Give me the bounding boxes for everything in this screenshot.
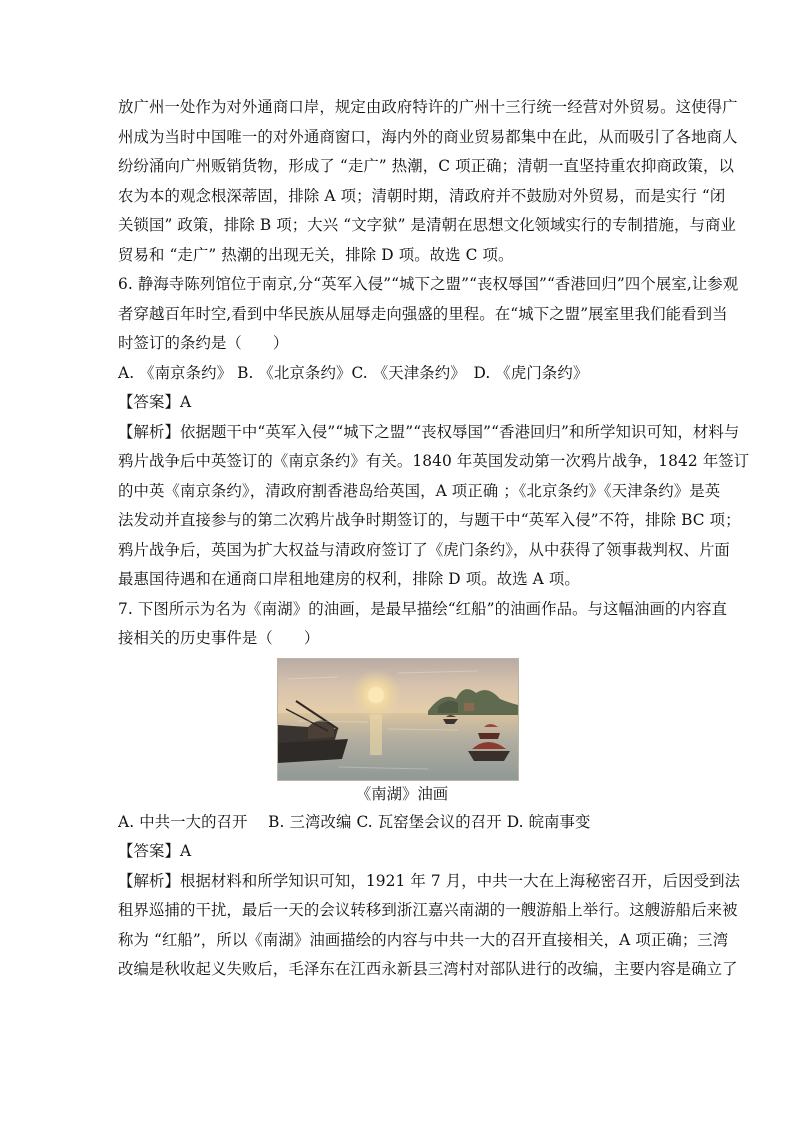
figure-caption: 《南湖》油画 xyxy=(355,784,449,803)
text-line: 贸易和 “走广” 热潮的出现无关，排除 D 项。故选 C 项。 xyxy=(118,245,514,264)
question-6-analysis: 法发动并直接参与的第二次鸦片战争时期签订的，与题干中“英军入侵”不符，排除 BC 项； xyxy=(118,511,741,529)
text-line: 关锁国” 政策，排除 B 项；大兴 “文字狱” 是清朝在思想文化领域实行的专制措施，与商业 xyxy=(118,216,736,234)
question-6-stem: 6. 静海寺陈列馆位于南京,分“英军入侵”“城下之盟”“丧权辱国”“香港回归”四个展室,让参观 xyxy=(118,275,739,293)
question-7-analysis: 称为 “红船”，所以《南湖》油画描绘的内容与中共一大的召开直接相关，A 项正确；三湾 xyxy=(118,930,729,949)
question-7-analysis: 【解析】根据材料和所学知识可知，1921 年 7 月，中共一大在上海秘密召开，后因受到法 xyxy=(118,871,741,890)
question-7-stem: 7. 下图所示为名为《南湖》的油画，是最早描绘“红船”的油画作品。与这幅油画的内容直 xyxy=(118,599,727,618)
question-6-analysis: 鸦片战争后中英签订的《南京条约》有关。1840 年英国发动第一次鸦片战争，1842 年签订 xyxy=(118,452,750,470)
question-6-answer: 【答案】A xyxy=(118,393,192,411)
question-6-analysis: 鸦片战争后，英国为扩大权益与清政府签订了《虎门条约》，从中获得了领事裁判权、片面 xyxy=(118,540,730,559)
question-6-analysis: 的中英《南京条约》，清政府割香港岛给英国，A 项正确 ；《北京条约》《天津条约》是英 xyxy=(118,481,721,500)
question-6-stem: 者穿越百年时空,看到中华民族从屈辱走向强盛的里程。在“城下之盟”展室里我们能看到当 xyxy=(118,304,728,323)
question-7-options: A. 中共一大的召开 B. 三湾改编 C. 瓦窑堡会议的召开 D. 皖南事变 xyxy=(118,812,591,831)
nanhu-oil-painting xyxy=(277,658,519,781)
question-7-analysis: 租界巡捕的干扰，最后一天的会议转移到浙江嘉兴南湖的一艘游船上举行。这艘游船后来被 xyxy=(118,901,738,919)
text-line: 放广州一处作为对外通商口岸，规定由政府特许的广州十三行统一经营对外贸易。这使得广 xyxy=(118,98,738,116)
question-7-answer: 【答案】A xyxy=(118,842,192,860)
document-page xyxy=(118,93,750,985)
question-6-analysis: 【解析】依据题干中“英军入侵”“城下之盟”“丧权辱国”“香港回归”和所学知识可知，材料与 xyxy=(118,422,740,441)
figure xyxy=(118,658,686,808)
question-6-options: A. 《南京条约》 B. 《北京条约》C. 《天津条约》 D. 《虎门条约》 xyxy=(118,363,589,382)
text-line: 纷纷涌向广州贩销货物，形成了 “走广” 热潮，C 项正确；清朝一直坚持重农抑商政策，以 xyxy=(118,157,734,175)
question-7-stem: 接相关的历史事件是（ ） xyxy=(118,629,320,647)
question-6-stem: 时签订的条约是（ ） xyxy=(118,334,289,352)
text-line: 州成为当时中国唯一的对外通商窗口，海内外的商业贸易都集中在此，从而吸引了各地商人 xyxy=(118,127,738,146)
text-line: 农为本的观念根深蒂固，排除 A 项；清朝时期，清政府并不鼓励对外贸易，而是实行 “闭 xyxy=(118,186,726,205)
question-7-analysis: 改编是秋收起义失败后，毛泽东在江西永新县三湾村对部队进行的改编，主要内容是确立了 xyxy=(118,960,738,978)
question-6-analysis: 最惠国待遇和在通商口岸租地建房的权利，排除 D 项。故选 A 项。 xyxy=(118,570,580,588)
